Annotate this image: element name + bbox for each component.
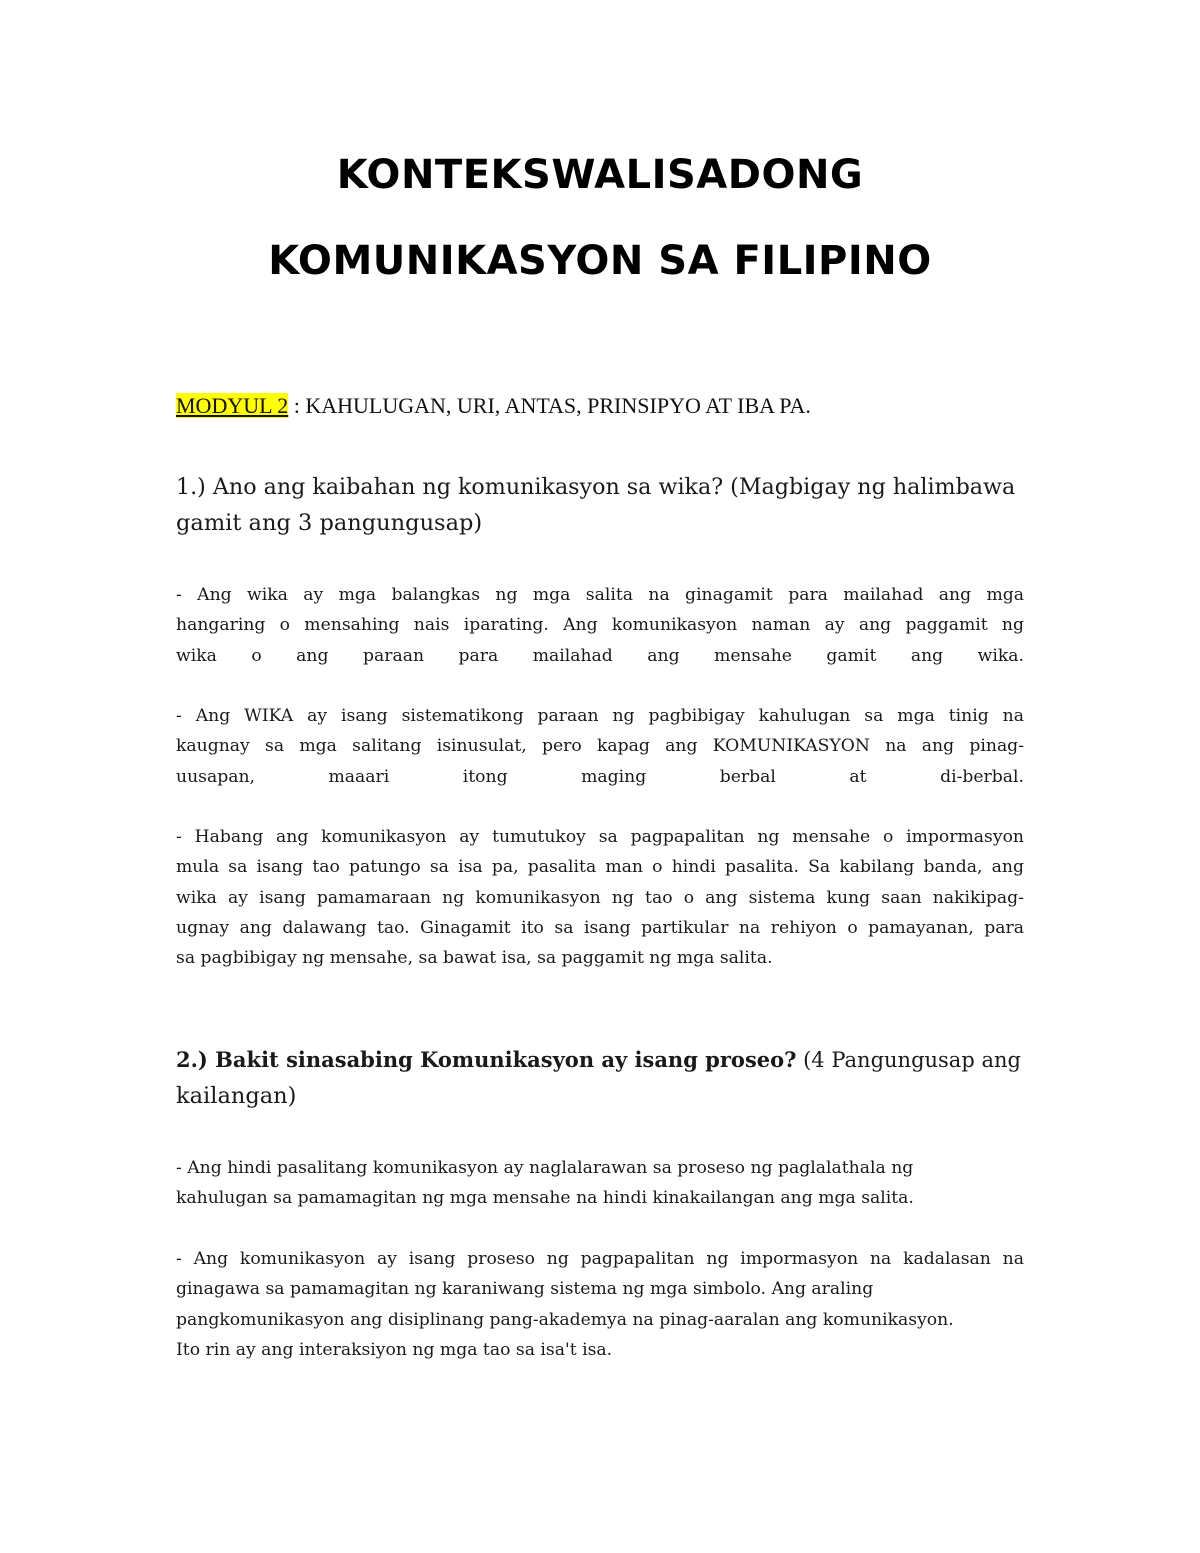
module-separator: : — [288, 393, 306, 418]
module-label: MODYUL 2 — [176, 393, 289, 418]
answer-1c — [176, 822, 1024, 973]
question-1-line-2: gamit ang 3 pangungusap) — [176, 510, 483, 536]
answer-1b — [176, 701, 1024, 792]
answer-line: - Ang wika ay mga balangkas ng mga salita na ginagamit para mailahad ang mga — [176, 585, 1024, 605]
answer-2a — [176, 1153, 1024, 1214]
question-1 — [176, 469, 1024, 541]
question-1-line-1: 1.) Ano ang kaibahan ng komunikasyon sa wika? (Magbigay ng halimbawa — [176, 474, 1016, 500]
answer-line: kaugnay sa mga salitang isinusulat, pero kapag ang KOMUNIKASYON na ang pinag- — [176, 736, 1024, 757]
answer-line: hangaring o mensahing nais iparating. Ang komunikasyon naman ay ang paggamit ng — [176, 615, 1024, 636]
answer-line: - Ang komunikasyon ay isang proseso ng pagpapalitan ng impormasyon na kadalasan na — [176, 1249, 1024, 1269]
question-2-line-1 — [176, 1042, 1024, 1078]
document-title-line-2: KOMUNIKASYON SA FILIPINO — [268, 238, 932, 284]
question-2-bold: 2.) Bakit sinasabing Komunikasyon ay isang proseo? — [176, 1047, 797, 1072]
answer-line: ugnay ang dalawang tao. Ginagamit ito sa isang partikular na rehiyon o pamayanan, para — [176, 917, 1024, 938]
question-2-rest: (4 Pangungusap ang — [796, 1048, 1021, 1072]
answer-line: sa pagbibigay ng mensahe, sa bawat isa, sa paggamit ng mga salita. — [176, 948, 773, 969]
answer-line: - Ang WIKA ay isang sistematikong paraan ng pagbibigay kahulugan sa mga tinig na — [176, 706, 1024, 726]
answer-line: - Ang hindi pasalitang komunikasyon ay naglalarawan sa proseso ng paglalathala ng — [176, 1158, 914, 1178]
answer-2b — [176, 1244, 1024, 1365]
module-topic: KAHULUGAN, URI, ANTAS, PRINSIPYO AT IBA PA. — [305, 393, 811, 418]
document-title-line-1: KONTEKSWALISADONG — [336, 152, 864, 198]
answer-line: uusapan, maaari itong maging berbal at di-berbal. — [176, 766, 1024, 787]
answer-line: mula sa isang tao patungo sa isa pa, pasalita man o hindi pasalita. Sa kabilang banda, ang — [176, 857, 1024, 878]
answer-line: kahulugan sa pamamagitan ng mga mensahe na hindi kinakailangan ang mga salita. — [176, 1188, 914, 1209]
answer-line: ginagawa sa pamamagitan ng karaniwang sistema ng mga simbolo. Ang araling — [176, 1279, 874, 1300]
module-heading — [176, 393, 811, 419]
answer-line: wika ay isang pamamaraan ng komunikasyon ng tao o ang sistema kung saan nakikipag- — [176, 887, 1024, 908]
answer-line: pangkomunikasyon ang disiplinang pang-akademya na pinag-aaralan ang komunikasyon. — [176, 1309, 954, 1330]
answer-1a — [176, 580, 1024, 671]
question-2-line-2: kailangan) — [176, 1083, 297, 1109]
question-2 — [176, 1042, 1024, 1114]
answer-line: wika o ang paraan para mailahad ang mensahe gamit ang wika. — [176, 645, 1024, 666]
answer-line: Ito rin ay ang interaksiyon ng mga tao sa isa't isa. — [176, 1339, 613, 1360]
answer-line: - Habang ang komunikasyon ay tumutukoy sa pagpapalitan ng mensahe o impormasyon — [176, 827, 1024, 847]
